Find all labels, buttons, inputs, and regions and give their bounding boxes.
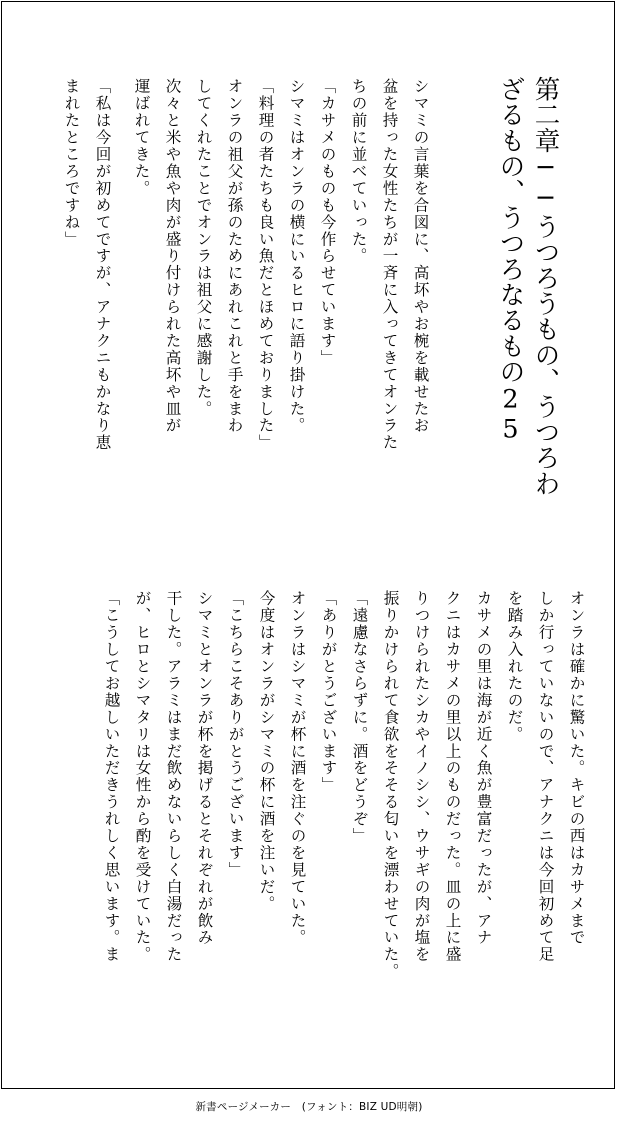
upper-text-line: オンラの祖父が孫のためにあれこれと手をまわ [225, 78, 244, 434]
footer-credit: 新書ページメーカー (フォント：BIZ UD明朝) [195, 1101, 423, 1113]
lower-text-line: クニはカサメの里以上のものだった。皿の上に盛 [443, 590, 462, 963]
upper-text-line: 「カサメのものも今作らせています」 [318, 78, 337, 367]
lower-text-line: を踏み入れたのだ。 [505, 590, 524, 743]
upper-text-line: ちの前に並べていった。 [349, 78, 368, 265]
upper-text-line: 「私は今回が初めてですが、アナクニもかなり恵 [93, 78, 112, 451]
upper-text-line: 次々と米や魚や肉が盛り付けられた高坏や皿が [163, 78, 182, 434]
lower-text-line: 干した。アラミはまだ飲めないらしく白湯だった [164, 590, 183, 963]
upper-text-line: まれたところですね」 [62, 78, 81, 248]
lower-text-line: シマミとオンラが杯を掲げるとそれぞれが飲み [195, 590, 214, 946]
upper-text-line: 「料理の者たちも良い魚だとほめておりました」 [256, 78, 275, 451]
upper-text-line: 盆を持った女性たちが一斉に入ってきてオンラた [380, 78, 399, 451]
lower-text-line: しか行っていないので、アナクニは今回初めて足 [536, 590, 555, 963]
lower-text-line: 今度はオンラがシマミの杯に酒を注いだ。 [257, 590, 276, 913]
lower-text-line: 振りかけられて食欲をそそる匂いを漂わせていた。 [381, 590, 400, 980]
lower-text-line: 「遠慮なさらずに。酒をどうぞ」 [350, 590, 369, 845]
lower-text-line: が、ヒロとシマタリは女性から酌を受けていた。 [133, 590, 152, 963]
upper-text-line: 運ばれてきた。 [132, 78, 151, 197]
upper-text-line: シマミの言葉を合図に、高坏やお椀を載せたお [411, 78, 430, 434]
lower-text-line: オンラは確かに驚いた。キビの西はカサメまで [567, 590, 586, 946]
lower-text-line: オンラはシマミが杯に酒を注ぐのを見ていた。 [288, 590, 307, 946]
chapter-title-line-2: ざるもの、うつろなるもの25 [495, 76, 526, 445]
upper-text-line: シマミはオンラの横にいるヒロに語り掛けた。 [287, 78, 306, 434]
lower-text-line: カサメの里は海が近く魚が豊富だったが、アナ [474, 590, 493, 946]
upper-text-line: してくれたことでオンラは祖父に感謝した。 [194, 78, 213, 417]
lower-text-line: りつけられたシカやイノシシ、ウサギの肉が塩を [412, 590, 431, 963]
chapter-title-line-1: 第二章──うつろうもの、うつろわ [530, 76, 561, 497]
lower-text-line: 「ありがとうございます」 [319, 590, 338, 794]
lower-text-line: 「こちらこそありがとうございます」 [226, 590, 245, 879]
lower-text-line: 「こうしてお越しいただきうれしく思います。ま [102, 590, 121, 963]
